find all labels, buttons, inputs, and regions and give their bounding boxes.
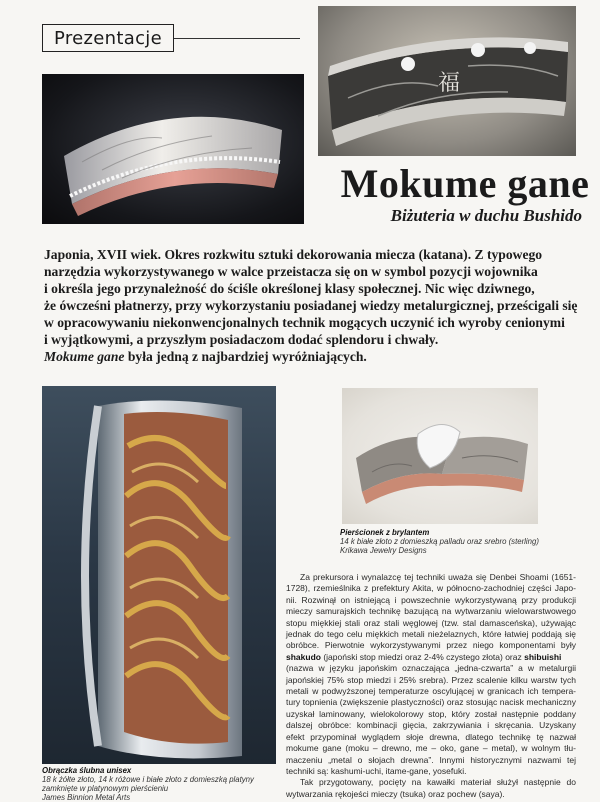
body-line: mokume gane (moku – drewno, me – oko, gane – metal), w wolnym tłu- [286, 743, 576, 754]
lead-term: Mokume gane [44, 349, 125, 364]
term-shibuishi: shibuishi [524, 651, 562, 662]
body-line: Za prekursora i wynalazcę tej techniki uważa się Denbei Shoami (1651- [300, 572, 576, 582]
body-line: 1728), rzemieślnika z prefektury Akita, w północno-zachodniej części Japo- [286, 583, 576, 594]
header-rule [174, 38, 300, 39]
body-line: metali w podwyższonej temperaturze oscylującej w granicach ich tempera- [286, 686, 576, 697]
lead-line: i wyjątkowymi, a przyszłym posiadaczom dodać splendoru i chwały. [44, 332, 439, 347]
body-line: stopu miękkiej stali oraz stali węglowej (tzw. stal damasceńska), używając [286, 617, 576, 628]
caption-ring-pear-diamond [340, 528, 560, 555]
caption-line: zamknięte w platynowym pierścieniu [42, 784, 169, 793]
photo-ring-kanji [318, 6, 576, 156]
body-line: jednak do tego celu miękkich metali nieżelaznych, które łatwiej poddają się [286, 629, 576, 640]
kanji-glyph: 福 [438, 71, 461, 96]
caption-line: 18 k żółte złoto, 14 k różowe i białe złoto z domieszką platyny [42, 775, 254, 784]
body-line [286, 652, 576, 663]
caption-line: Krikawa Jewelry Designs [340, 546, 427, 555]
body-line: techniki są: kashumi-uchi, itame-gane, yosefuki. [286, 765, 467, 776]
body-line: nii. Rozwinął on istniejącą i powszechnie wykorzystywaną przy produkcji [286, 594, 576, 605]
term-shakudo: shakudo [286, 651, 321, 662]
body-line: japońskiej 75% stop miedzi i 25% srebra). Przez scalenie kilku warstw tych [286, 674, 576, 685]
body-line: (nazwa w języku japońskim oznaczająca „jedna-czwarta” a w metalurgii [286, 663, 576, 674]
lead-line: Japonia, XVII wiek. Okres rozkwitu sztuki dekorowania miecza (katana). Z typowego [44, 247, 543, 262]
body-line: Tak przygotowany, pocięty na kawałki materiał służył następnie do [300, 777, 576, 788]
ring-kanji-illustration [318, 6, 576, 156]
lead-line-end: była jedną z najbardziej wyróżniających. [124, 349, 367, 364]
body-text [286, 572, 576, 800]
lead-line: i określa jego przynależność do ściśle określonej klasy społecznej. Nic więc dziwnego, [44, 281, 535, 296]
body-line: uzyskał laminowany, wielokolorowy stop, który został następnie poddany [286, 708, 576, 719]
article-title: Mokume gane [340, 161, 590, 206]
caption-line: James Binnion Metal Arts [42, 793, 131, 802]
body-line: wytwarzania rękojeści mieczy (tsuka) oraz pochew (saya). [286, 788, 505, 799]
ring-mokume-illustration [42, 386, 276, 764]
body-span: (japoński stop miedzi oraz 2-4% czystego złota) oraz [320, 651, 525, 662]
body-line: maczeniu „metal o słojach drewna”. Innymi historycznymi nazwami tej [286, 754, 576, 765]
photo-ring-pear-diamond [342, 388, 538, 524]
lead-paragraph [44, 246, 578, 365]
photo-ring-mokume [42, 386, 276, 764]
ring-diamond-channel-illustration [42, 74, 304, 224]
article-subtitle: Biżuteria w duchu Bushido [390, 206, 582, 225]
lead-line: narzędzia wykorzystywanego w walce przeistacza się on w symbol pozycji wojownika [44, 264, 538, 279]
lead-line: że ówcześni płatnerzy, przy wykorzystaniu posiadanej wiedzy metalurgicznej, prześcigali się [44, 298, 578, 313]
body-line: tury topnienia (zwiększenie plastyczności) oraz stosując nacisk mechaniczny [286, 697, 576, 708]
body-line: obróbce. Pierwotnie wykorzystywanymi przez niego komponentami były [286, 640, 576, 651]
caption-line: 14 k białe złoto z domieszką palladu oraz srebro (sterling) [340, 537, 539, 546]
ring-pear-diamond-illustration [342, 388, 538, 524]
caption-title: Obrączka ślubna unisex [42, 766, 132, 775]
body-line: mieczy samurajskich technikę bazującą na wytwarzaniu wielowarstwowego [286, 606, 576, 617]
body-line: efekt przypominał wyglądem słoje drewna, dlatego technikę tę nazwał [286, 731, 576, 742]
body-line: dalszej obróbce: kombinacji gięcia, zakrzywiania i skręcania. Uzyskany [286, 720, 576, 731]
caption-title: Pierścionek z brylantem [340, 528, 430, 537]
photo-ring-diamond-channel [42, 74, 304, 224]
section-label: Prezentacje [42, 24, 174, 52]
lead-line: w opracowywaniu niekonwencjonalnych technik mogących uczynić ich wyroby cenionymi [44, 315, 565, 330]
caption-ring-mokume [42, 766, 282, 802]
lead-line [44, 348, 572, 365]
